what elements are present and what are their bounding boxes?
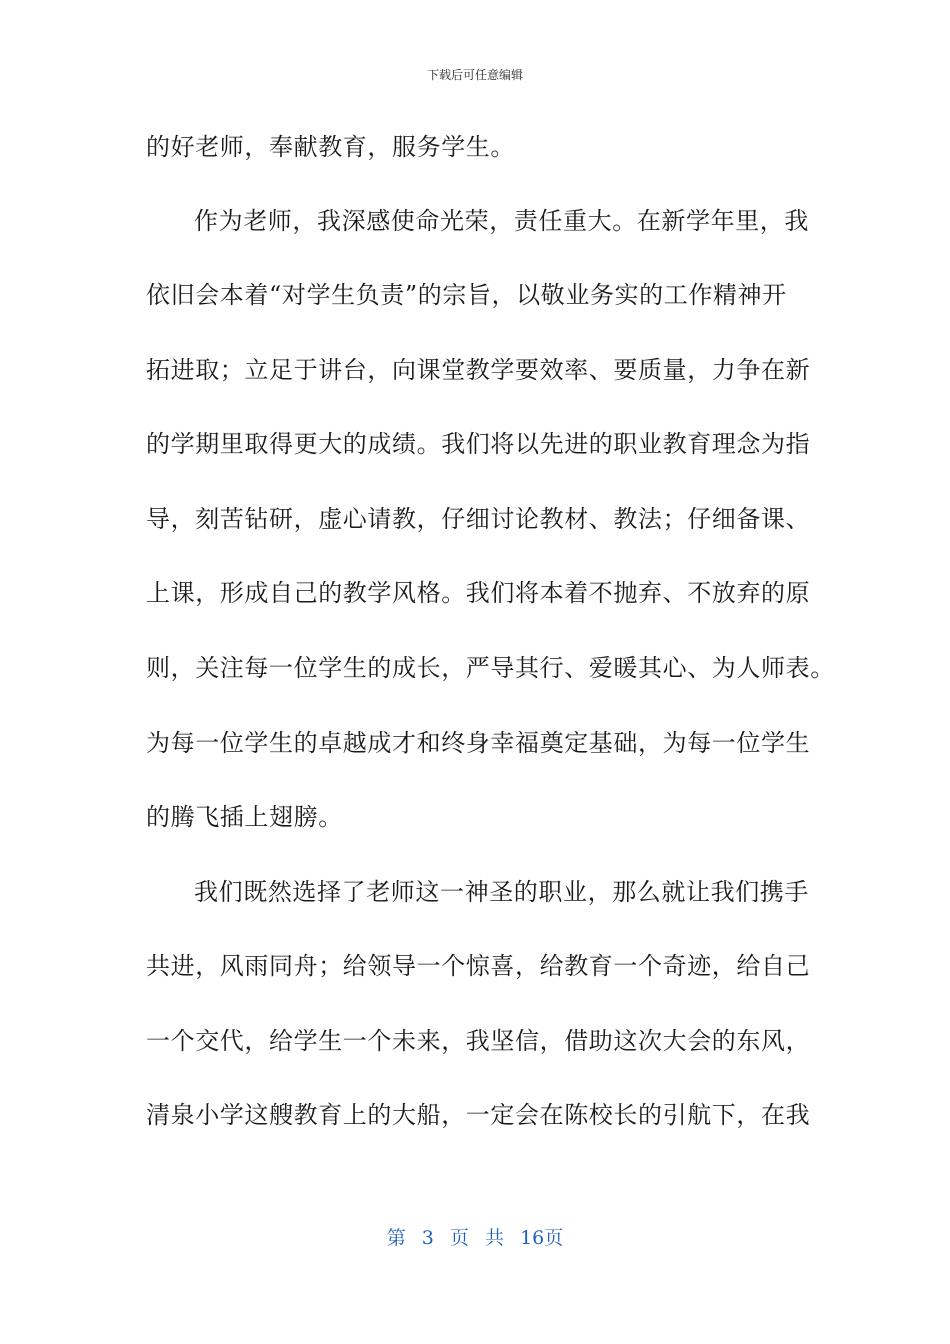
page-header: 下载后可任意编辑 bbox=[426, 68, 523, 82]
body-line-2: 作为老师，我深感使命光荣，责任重大。在新学年里，我 bbox=[194, 207, 809, 235]
body-line-3: 依旧会本着“对学生负责”的宗旨，以敬业务实的工作精神开 bbox=[146, 281, 787, 309]
body-line-8: 则，关注每一位学生的成长，严导其行、爱暖其心、为人师表。 bbox=[146, 654, 835, 682]
body-line-4: 拓进取；立足于讲台，向课堂教学要效率、要质量，力争在新 bbox=[146, 356, 811, 384]
body-line-1: 的好老师，奉献教育，服务学生。 bbox=[146, 133, 515, 161]
body-line-13: 一个交代，给学生一个未来，我坚信，借助这次大会的东风， bbox=[146, 1027, 811, 1055]
page-footer bbox=[0, 1226, 950, 1250]
body-line-14: 清泉小学这艘教育上的大船，一定会在陈校长的引航下，在我 bbox=[146, 1101, 811, 1129]
body-line-6: 导，刻苦钻研，虚心请教，仔细讨论教材、教法；仔细备课、 bbox=[146, 505, 811, 533]
footer-total-pages: 16页 bbox=[520, 1227, 564, 1249]
body-line-9: 为每一位学生的卓越成才和终身幸福奠定基础，为每一位学生 bbox=[146, 729, 811, 757]
body-line-7: 上课，形成自己的教学风格。我们将本着不抛弃、不放弃的原 bbox=[146, 579, 811, 607]
footer-total-label: 共 bbox=[485, 1227, 505, 1249]
footer-current-page: 3 bbox=[421, 1227, 434, 1249]
body-line-5: 的学期里取得更大的成绩。我们将以先进的职业教育理念为指 bbox=[146, 430, 811, 458]
footer-prefix: 第 bbox=[386, 1227, 406, 1249]
footer-middle: 页 bbox=[449, 1227, 469, 1249]
body-line-11: 我们既然选择了老师这一神圣的职业，那么就让我们携手 bbox=[194, 878, 809, 906]
body-line-12: 共进，风雨同舟；给领导一个惊喜，给教育一个奇迹，给自己 bbox=[146, 952, 811, 980]
body-line-10: 的腾飞插上翅膀。 bbox=[146, 803, 343, 831]
